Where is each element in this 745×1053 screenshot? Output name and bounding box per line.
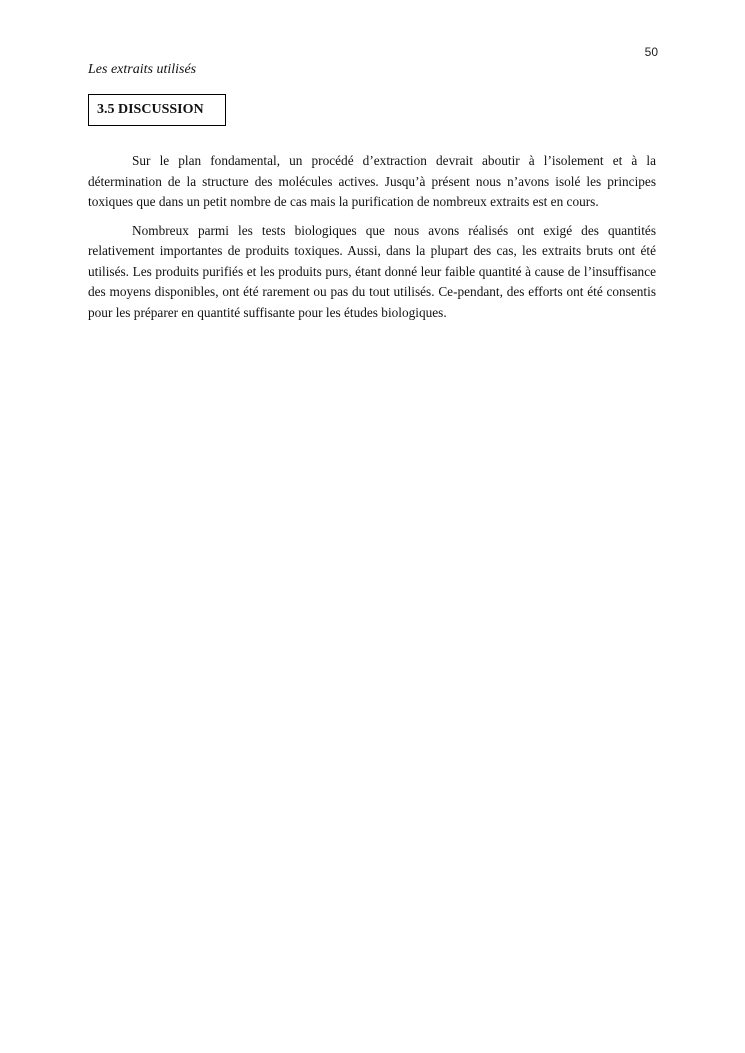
paragraph-1: Sur le plan fondamental, un procédé d’extraction devrait aboutir à l’isolement et à la détermination de la structure des molécules actives. Jusqu’à présent nous n’avons isolé les principes toxiques que dans un petit nombre de cas mais la purification de nombreux extraits est en cours. — [88, 153, 656, 209]
section-heading-box — [88, 94, 226, 126]
section-heading: 3.5 DISCUSSION — [97, 102, 204, 117]
running-header: Les extraits utilisés — [88, 62, 197, 77]
body-text — [88, 151, 656, 331]
paragraph-2: Nombreux parmi les tests biologiques que nous avons réalisés ont exigé des quantités relativement importantes de produits toxiques. Aussi, dans la plupart des cas, les extraits bruts ont été utilisés. Les produits purifiés et les produits purs, étant donné leur faible quantité à cause de l’insuffisance des moyens disponibles, ont été rarement ou pas du tout utilisés. Ce-pendant, des efforts ont été consentis pour les préparer en quantité suffisante pour les études biologiques. — [88, 222, 656, 320]
page-number: 50 — [644, 45, 658, 59]
